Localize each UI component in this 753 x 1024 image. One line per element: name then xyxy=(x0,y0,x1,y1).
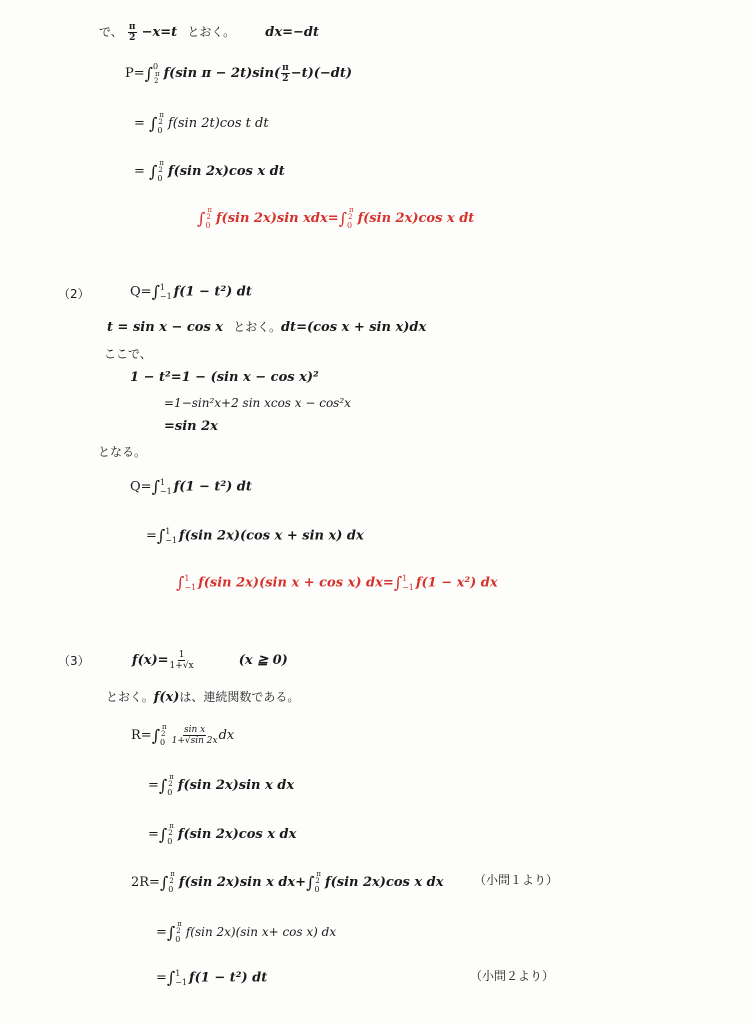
P-definition xyxy=(125,62,352,85)
integral-sign: ∫ 0 π 2 xyxy=(144,62,160,85)
Q-integrand: f(1 − t²) dt xyxy=(173,284,252,300)
equals-sign: = xyxy=(134,116,150,131)
naru-text: となる。 xyxy=(98,445,147,459)
equals-sign: = xyxy=(156,925,167,940)
integral-sign: ∫ π 2 0 xyxy=(158,773,174,797)
Q-label: Q= xyxy=(130,284,152,300)
R-step-2 xyxy=(148,823,296,846)
P-integrand-b: −t)(−dt) xyxy=(290,66,353,81)
P-step-2 xyxy=(134,160,285,183)
integral-sign: ∫ π 2 0 xyxy=(158,822,174,846)
f-of-x: f(x) xyxy=(153,690,180,705)
integral-sign: ∫ 1 −1 xyxy=(156,526,178,545)
R-integrand-fraction: $\frac{\text{sin x}}{1+√\sin 2x}$ xyxy=(171,725,218,746)
integral-sign: ∫ π 2 0 xyxy=(159,870,175,894)
expansion-line-2: =1−sin²x+2 sin xcos x − cos²x xyxy=(164,396,351,410)
result-1-left: f(sin 2x)sin xdx= xyxy=(215,211,339,226)
equals-sign: = xyxy=(156,970,167,986)
f-fraction: $\frac{1}{1+√x}$ xyxy=(169,650,194,671)
sub-prefix: で、 xyxy=(99,25,123,39)
R-step-3 xyxy=(156,921,336,944)
P-integrand-a: f(sin π − 2t)sin( xyxy=(163,66,281,81)
note-from-q1: （小問１より） xyxy=(474,873,559,887)
dx-substitution: dx=−dt xyxy=(265,25,319,40)
integral-sign: ∫ 1 −1 xyxy=(151,282,172,301)
Q-step-body: f(sin 2x)(cos x + sin x) dx xyxy=(179,528,364,544)
pi-over-2-fraction: $\frac{\pi}{2}$ xyxy=(128,22,136,43)
P-step-1-body: f(sin 2t)cos t dt xyxy=(167,116,269,131)
P-step-2-body: f(sin 2x)cos x dt xyxy=(167,164,285,179)
sub-line-1 xyxy=(99,22,319,43)
integral-sign: ∫ π 2 0 xyxy=(166,920,182,944)
f-label: f(x)= xyxy=(132,653,169,668)
expansion-line-1: 1 − t²=1 − (sin x − cos x)² xyxy=(130,370,319,385)
R-label: R= xyxy=(131,728,152,743)
Q-label: Q= xyxy=(130,479,152,495)
f-definition xyxy=(132,650,288,671)
pi-over-2-fraction: $\frac{\pi}{2}$ xyxy=(282,63,289,84)
domain-condition: (x ≧ 0) xyxy=(238,653,288,668)
Q-restated xyxy=(130,478,252,497)
integral-sign: ∫ 1 −1 xyxy=(151,477,172,496)
note-from-q2: （小問２より） xyxy=(470,969,555,983)
continuity-text: は、連続関数である。 xyxy=(179,690,300,704)
P-label: P= xyxy=(125,66,145,81)
t-definition: t = sin x − cos x xyxy=(107,320,224,335)
equals-sign: = xyxy=(148,778,159,793)
R-step-4-body: f(1 − t²) dt xyxy=(189,970,268,986)
2R-line xyxy=(131,871,444,894)
integral-sign: ∫ π 2 0 xyxy=(149,159,164,183)
integral-sign: ∫ π 2 0 xyxy=(149,111,164,135)
R-step-1-body: f(sin 2x)sin x dx xyxy=(177,778,295,793)
2R-term-a: f(sin 2x)sin x dx+ xyxy=(178,875,307,890)
result-1-red xyxy=(197,207,474,230)
equals-sign: = xyxy=(134,164,150,179)
okuku-text: とおく。 xyxy=(106,690,154,704)
result-2-right: f(1 − x²) dx xyxy=(415,575,498,591)
R-step-2-body: f(sin 2x)cos x dx xyxy=(177,827,297,842)
sub-expression: −x=t xyxy=(141,25,178,40)
2R-label: 2R= xyxy=(131,875,160,890)
kokode-text: ここで、 xyxy=(104,347,152,361)
part-2-label: （2） xyxy=(58,287,90,301)
R-step-3-body: f(sin 2x)(sin x+ cos x) dx xyxy=(185,925,337,939)
result-1-right: f(sin 2x)cos x dt xyxy=(357,211,475,226)
dt-definition: dt=(cos x + sin x)dx xyxy=(280,320,427,335)
integral-sign: ∫ 1 −1 xyxy=(393,573,414,592)
R-step-1 xyxy=(148,774,294,797)
okuku-text: とおく。 xyxy=(233,320,281,334)
R-definition xyxy=(131,724,234,747)
expansion-line-3: =sin 2x xyxy=(164,419,218,434)
Q-integrand: f(1 − t²) dt xyxy=(173,479,252,495)
part-3-label: （3） xyxy=(58,654,90,668)
result-2-red xyxy=(176,574,498,593)
continuity-line xyxy=(106,688,299,707)
equals-sign: = xyxy=(146,528,157,544)
integral-sign: ∫ π 2 0 xyxy=(197,206,212,230)
2R-term-b: f(sin 2x)cos x dx xyxy=(325,875,444,890)
t-substitution xyxy=(107,318,426,337)
result-2-left: f(sin 2x)(sin x + cos x) dx= xyxy=(198,575,394,591)
Q-definition xyxy=(130,283,252,302)
Q-step xyxy=(146,527,364,546)
R-dx: dx xyxy=(218,728,235,743)
R-step-4 xyxy=(156,969,267,988)
integral-sign: ∫ π 2 0 xyxy=(338,206,354,230)
integral-sign: ∫ 1 −1 xyxy=(166,968,188,987)
integral-sign: ∫ π 2 0 xyxy=(151,723,167,747)
equals-sign: = xyxy=(148,827,159,842)
integral-sign: ∫ 1 −1 xyxy=(176,573,197,592)
integral-sign: ∫ π 2 0 xyxy=(306,870,322,894)
okuku-text: とおく。 xyxy=(187,25,236,39)
P-step-1 xyxy=(134,112,269,135)
